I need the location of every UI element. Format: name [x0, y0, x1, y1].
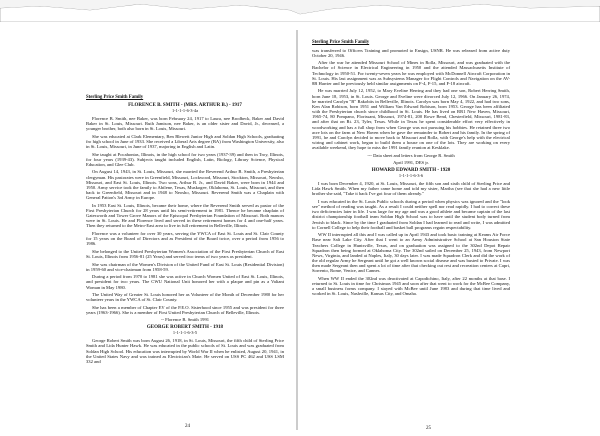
torn-page-edge [0, 0, 600, 22]
florence-paragraph-1: Florence B. Smith, nee Baker, was born February 24, 1917 to Laura, nee Brodbeck, Baker and David Baker in St. Louis, Missouri. Ruth Jamison, nee Baker, is an older sister and David, Jr., deceased, a younger brother, both also born in St. Louis, Missouri. [86, 115, 284, 132]
left-page [86, 95, 284, 433]
florence-paragraph-7: She belonged to the United Presbyterian Women's Association of the First Presbyterian Church of East St. Louis, Illinois from 1956-81 (25 Years) and served two terms of two years as president. [86, 248, 284, 259]
george-title: GEORGE ROBERT SMITH - 1918 [146, 325, 224, 331]
howard-paragraph-1: I was born December 4, 1920, at St. Louis, Missouri, the fifth son and sixth child of Sterling Price and Lida Hawk Smith. When my father came home and told my sister, Martha (see that she had a new little brother she said, "Take it back I've got four of them already." [312, 181, 510, 197]
george-paragraph-1: George Robert Smith was born August 26, 1918, in St. Louis, Missouri, the fifth child of Sterling Price Smith and Lida Hunter Hawk. He was educated in the public schools of St. Louis and was graduated from Soldan High School. His education was interrupted by World War II when he enlisted, August 20, 1941, in the United States Navy and was trained as Electrician's Mate. He served on USS PC 462 and USS LSM 332 and [86, 338, 284, 364]
left-page-number: 24 [185, 424, 190, 429]
book-gutter [296, 30, 298, 430]
howard-paragraph-3: WW II interrupted all this and I was called up in April 1943 and took basic training at Keams Air Force Base near Salt Lake City. After that I went to an Army Administrative School at San Houston State Teachers College in Huntsville, Texas, and on graduation was assigned to the 302nd Depot Repair Squadron then being formed at Oklahoma City. The 302nd sailed on December 25, 1943, from Newport News, Virginia, and landed at Naples, Italy, 30 days later. I was made Squadron Clerk and did the work of the old regular Army he Sergeant until he got a well known social disease and was busted to Private. I was then made Sergeant then and spent a lot of time after that checking out rest and recreation centers at Capri, Sorrento, Rome, Venice, and Cannes. [312, 232, 510, 274]
howard-id: 1-1-1-1-6-3-6 [398, 172, 424, 178]
florence-title: FLORENCE B. SMITH - (MRS. ARTHUR B.) - 1917 [128, 102, 242, 108]
george-signature: --- Data sheet and letters from George R. Smith [367, 152, 455, 158]
florence-paragraph-4: On August 14, 1943, in St. Louis, Missouri, she married the Reverend Arthur B. Smith, a Presbyterian clergyman. His pastorates were in Greenfield, Missouri, Lockwood, Missouri, Stockton, Missouri, Neosho, Missouri, and East St. Louis, Illinois. Two sons, Arthur B. Jr., and David Baker, were born in 1944 and 1950. Army service took the family to Abilene, Texas, Muskogee, Oklahoma, St. Louis, Missouri, and then back to Greenfield, Missouri and in 1948 to Neosho, Missouri. Reverend Smith was a Chaplain with General Patton's 3rd Army in Europe. [86, 169, 284, 201]
left-page-header: Sterling Price Smith Family [86, 95, 144, 100]
howard-paragraph-2: I was educated in the St. Louis Public schools during a period when physics was ignored and the "look see" method of reading was taught. As a result I could neither spell nor read rapidly. I had to correct these two deficiencies later in life. I was large for my age and was a good athlete and became captain of the last district championship football team Soldan High School was to have until the student body turned from Jewish to black. Since by the time I graduated from Soldan I had learned to read and write, I was admitted to Cornell College to help their football and basket ball programs regain respectability. [312, 198, 510, 230]
george-paragraph-2: was transferred to Officers Training and promoted to Ensign, USNR. He was released from active duty October 20, 1946. [312, 47, 510, 58]
florence-paragraph-9: During a period from 1970 to 1981 she was active in Church Women United of East St. Louis, Illinois, and president for two years. The CWU National Unit honored her with a plaque and pin as a Valiant Woman in May 1980. [86, 274, 284, 290]
george-paragraph-3: After the war he attended Missouri School of Mines in Rolla, Missouri, and was graduated with the Bachelor of Science in Electrical Engineering in 1950 and the attended Massachusetts Institute of Technology in 1950-51. For twenty-seven years he was employed with McDonnell Aircraft Corporation in St. Louis. His last assignment was as Subsystems Manager for Flight Controls and Navigation on the AV-8B Harrier and he previously held similar assignments on F-4, F-15, and F-18 aircraft. [312, 60, 510, 86]
florence-paragraph-5: In 1953 East St. Louis, Illinois, became their home, where the Reverend Smith served as pastor of the First Presbyterian Church for 28 years until his semi-retirement in 1981. Thence he became chaplain of Gatesworth and Tower Grove Manors of the Episcopal Presbyterian Foundation of Missouri. Both manors were in St. Louis. He and Florence lived and served in these retirement homes for 4 and one-half years. Then they returned to the Metro-East area to live in full retirement in Belleville, Illinois. [86, 202, 284, 229]
florence-paragraph-8: She was chairman of the Women's Division of the United Fund of East St. Louis (Residential Division) in 1959-60 and vice-chairman from 1958-59. [86, 261, 284, 272]
george-signature-date: April 1991, DES jr. [393, 160, 429, 166]
florence-id: 1-1-1-1-6-3-4a [171, 107, 199, 113]
right-page [312, 40, 510, 430]
right-page-number: 25 [426, 426, 431, 431]
george-id: 1-1-1-1-6-3-5 [172, 330, 198, 336]
florence-paragraph-11: She has been a member of Chapter EV of the P.E.O. Sisterhood since 1955 and was president for three years (1963-1966). She is a member of First United Presbyterian Church of Belleville, Illinois. [86, 304, 284, 315]
right-page-header: Sterling Price Smith Family [312, 40, 370, 45]
florence-paragraph-3: She taught at Pocahontas, Illinois, in the high school for two years (1937-39) and then in Troy, Illinois, for four years (1939-43). Subjects taught included English, Latin, Biology, Library Science, Physical Education, and Glee Club. [86, 151, 284, 167]
howard-title: HOWARD EDWARD SMITH - 1920 [371, 167, 451, 173]
florence-paragraph-2: She was educated at Clark Elementary, Ben Blewett Junior High and Soldan High Schools, graduating fro high school in June of 1933. She received a Liberal Arts degree (BA) from Washington University, also in St. Louis, Missouri, in June of 1937, majoring in English and Latin. [86, 133, 284, 150]
howard-paragraph-4: When WW II ended the 302nd was deactivated at Capodichino, Italy, after 22 months at that base. I returned to St. Louis in time for Christmas 1945 and soon after that went to work for the McBee Company, a small business forms company. I stayed with McBee until June 1983 and during that time lived and worked in St. Louis, Nashville, Kansas City, and Omaha. [312, 275, 510, 297]
florence-paragraph-6: Florence was a volunteer for over 30 years, serving the YWCA of East St. Louis and St. Clair County for 15 years on the Board of Directors and as President of the Board twice, over a period from 1956 to 1986. [86, 230, 284, 247]
george-paragraph-4: He was married July 12, 1952, to Mary Eveline Herring and they had one son, Robert Herring Smith, born June 18, 1953, in St. Louis. George and Eveline were divorced July 12, 1966. On January 26, 1974, he married Carolyn "B" Rakobits in Belleville, Illinois. Carolyn was born May 4, 1922, and had two sons, Ken Alan Robison, born 1951 and William Van Edward Robison, born 1953. George has been affiliated with the Presbyterian church since childhood in St. Louis. He has lived on RR1 New Haven, Missouri, 1965-74, 80 Pompano, Florissant, Missouri, 1974-81, 200 Rowe Bend, Chesterfield, Missouri, 1981-83, and after that on Rt. 23, Tyler, Texas. While in Texas he spent considerable effort very effectively in woodworking and has a full shop from when George was not pursuing his hobbies. He retained three two acre lots on the farm at New Haven when he gave the remainder to Robert and his family. In the spring of 1991, he and Carolyn decided to move back to Missouri and Rolla, with George's help with the electrical wiring and cabinet work, began to build them a house on one of the lots. They are working on every available weekend, they hope to miss the 1991 family reunion at Kesklake. [312, 88, 510, 151]
florence-paragraph-10: The United Way of Greater St. Louis honored her as Volunteer of the Month of December 1980 for her volunteer years in the YWCA of St. Clair County. [86, 292, 284, 303]
florence-signature: -- Florence B. Smith 1991 [160, 317, 210, 323]
